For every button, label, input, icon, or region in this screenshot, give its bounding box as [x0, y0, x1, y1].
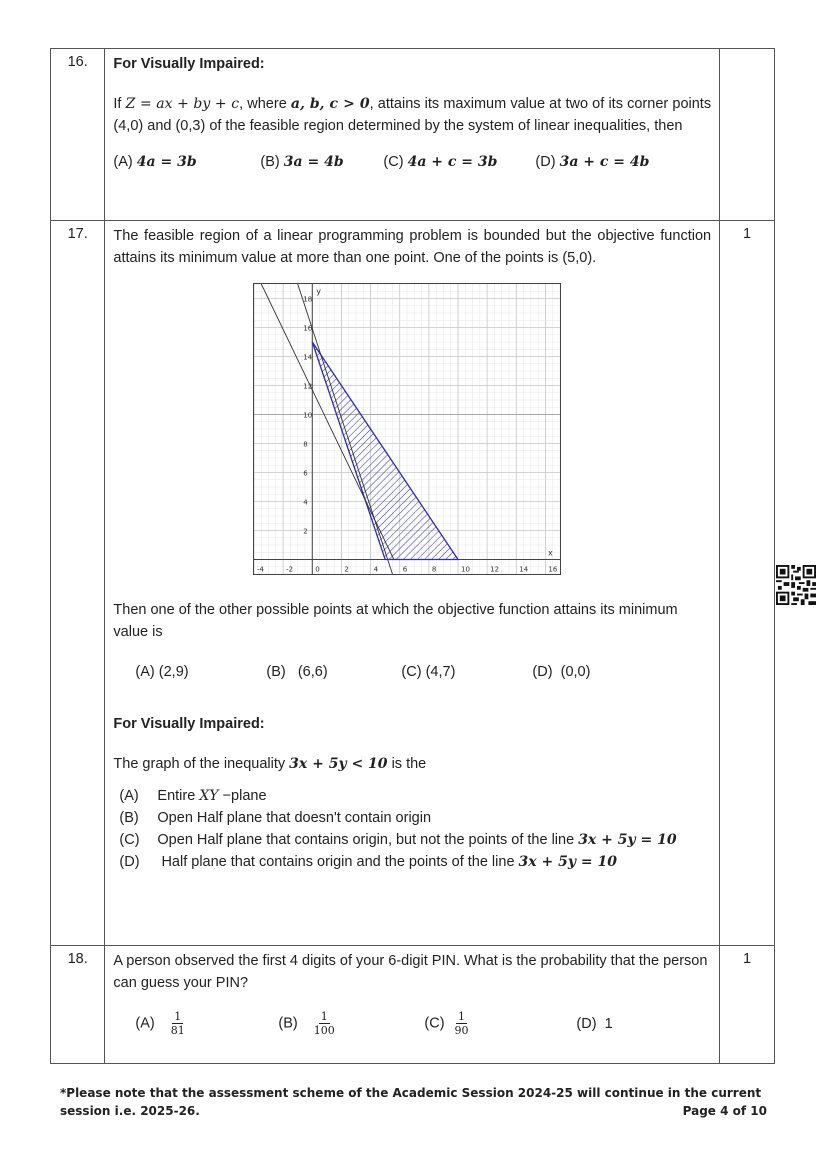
x-tick-label: 0 — [315, 565, 321, 574]
marks-cell: 1 — [720, 946, 775, 1064]
y-tick-label: 16 — [303, 324, 313, 333]
qr-code-icon — [776, 565, 816, 605]
vi-option-c: (C) Open Half plane that contains origin, but not the points of the line 3x + 5y = 10 — [119, 832, 677, 848]
question-stem: If Z = ax + by + c, where a, b, c > 0, attains its maximum value at two of its corner points (4,0) and (0,3) of the feasible region determined by the system of linear inequalities, then — [113, 96, 712, 134]
option-d: (D) 3a + c = 4b — [535, 154, 650, 170]
vi-heading: For Visually Impaired: — [113, 716, 265, 732]
option-a: (A) (2,9) — [135, 664, 189, 680]
x-tick-label: -4 — [257, 565, 265, 574]
option-b: (B) (6,6) — [266, 664, 328, 680]
assessment-note: *Please note that the assessment scheme of the Academic Session 2024-25 will continue in the current session i.e. 2025-26. — [60, 1086, 762, 1118]
page-number: Page 4 of 10 — [682, 1104, 767, 1118]
x-tick-label: 2 — [344, 565, 350, 574]
question-16-row — [51, 49, 775, 221]
feasible-region-graph — [253, 283, 561, 575]
option-c: (C) 4a + c = 3b — [383, 154, 498, 170]
question-17-body — [105, 221, 720, 946]
question-18-body — [105, 946, 720, 1064]
vi-option-d: (D) Half plane that contains origin and the points of the line 3x + 5y = 10 — [119, 854, 617, 870]
question-number: 18. — [51, 946, 105, 1064]
math-expression: Z = ax + by + c — [125, 96, 240, 112]
y-tick-label: 6 — [303, 469, 309, 478]
option-b: (B) $\frac{1}{100}$ — [278, 1010, 335, 1037]
y-tick-label: 4 — [303, 498, 309, 507]
question-continuation: Then one of the other possible points at which the objective function attains its minimum value is — [113, 602, 678, 640]
x-tick-label: 16 — [548, 565, 558, 574]
marks-cell — [720, 49, 775, 221]
question-number: 16. — [51, 49, 105, 221]
question-18-row — [51, 946, 775, 1064]
option-c: (C) (4,7) — [401, 664, 456, 680]
x-tick-label: 10 — [461, 565, 471, 574]
options-row — [113, 151, 711, 173]
options-row — [113, 1010, 711, 1037]
y-tick-label: 2 — [303, 527, 309, 536]
option-a: (A) $\frac{1}{81}$ — [135, 1010, 185, 1037]
math-expression: 3x + 5y < 10 — [289, 756, 388, 772]
y-tick-label: 8 — [303, 440, 309, 449]
question-stem: The feasible region of a linear programming problem is bounded but the objective function attains its minimum value at more than one point. One of the points is (5,0). — [113, 228, 712, 266]
y-tick-label: 18 — [303, 295, 313, 304]
vi-stem: The graph of the inequality 3x + 5y < 10 is the — [113, 756, 427, 772]
vi-options-list — [113, 785, 711, 873]
x-tick-label: 12 — [490, 565, 500, 574]
x-tick-label: -2 — [286, 565, 294, 574]
vi-heading: For Visually Impaired: — [113, 56, 265, 72]
option-d: (D) (0,0) — [532, 664, 591, 680]
x-tick-label: 8 — [432, 565, 437, 574]
question-16-body — [105, 49, 720, 221]
math-expression: a, b, c > 0 — [290, 96, 370, 112]
vi-option-b: (B) Open Half plane that doesn't contain origin — [119, 810, 432, 826]
option-c: (C) $\frac{1}{90}$ — [424, 1010, 469, 1037]
question-stem: A person observed the first 4 digits of your 6-digit PIN. What is the probability that the person can guess your PIN? — [113, 953, 708, 991]
x-axis-label: x — [548, 548, 554, 558]
option-b: (B) 3a = 4b — [260, 154, 344, 170]
x-tick-label: 6 — [403, 565, 408, 574]
x-tick-label: 4 — [373, 565, 379, 574]
question-number: 17. — [51, 221, 105, 946]
options-row — [113, 661, 711, 683]
y-tick-label: 10 — [303, 411, 313, 420]
question-17-row — [51, 221, 775, 946]
vi-option-a: (A) Entire XY −plane — [119, 788, 267, 804]
option-d: (D) 1 — [576, 1015, 613, 1032]
y-tick-label: 14 — [303, 353, 313, 362]
x-tick-label: 14 — [519, 565, 529, 574]
graph-svg — [254, 284, 560, 574]
y-tick-label: 12 — [303, 382, 313, 391]
option-a: (A) 4a = 3b — [113, 154, 197, 170]
footer — [60, 1084, 775, 1120]
question-table — [50, 48, 775, 1064]
marks-cell: 1 — [720, 221, 775, 946]
y-axis-label: y — [316, 287, 322, 296]
